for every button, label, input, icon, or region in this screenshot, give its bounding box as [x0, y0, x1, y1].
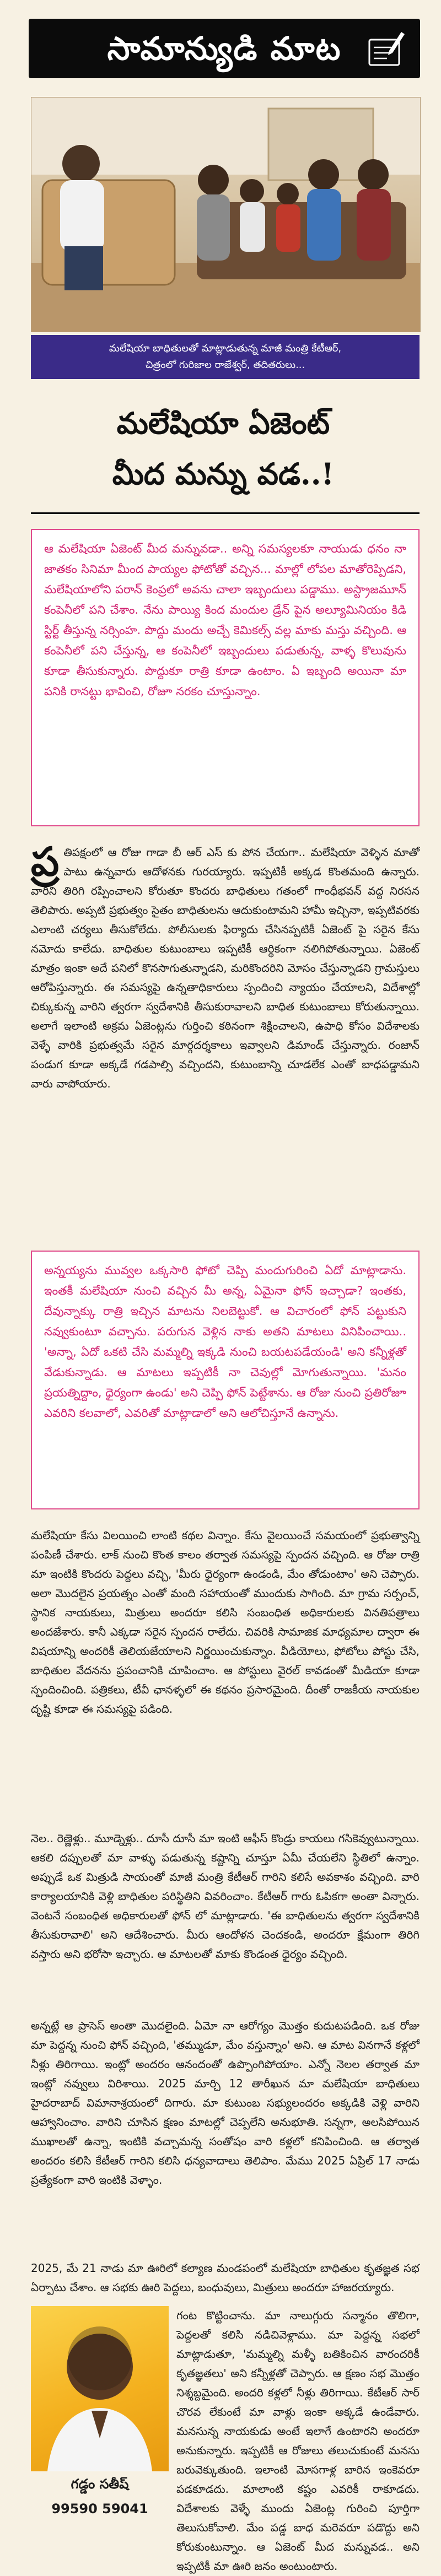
news-photo — [31, 97, 421, 332]
author-portrait-icon — [31, 2306, 169, 2471]
dropcap: ప్ర — [31, 838, 60, 885]
body-section-2 — [31, 1526, 420, 1815]
quote-box — [31, 1251, 420, 1509]
body-section-4 — [31, 2016, 420, 2248]
author-phone: 99590 59041 — [51, 2501, 148, 2517]
column-title: సామాన్యుడి మాట — [107, 30, 342, 67]
closing-paragraph: గంట కొట్టించాను. మా నాలుగ్గురు సన్మానం తొలిగా, పెద్దలతో కలిసి నడిచివెళ్లాము. మా పెద్దన్న సభలో మాట్లాడుతూ, 'మమ్మల్ని మళ్ళీ బతికించిన వారందరికీ కృతజ్ఞతలు' అని కన్నీళ్లతో చెప్పారు. ఆ క్షణం సభ మొత్తం నిశ్శబ్దమైంది. అందరి కళ్లలో నీళ్లు తిరిగాయి. కేటీఆర్ సార్ చొరవ లేకుంటే మా వాళ్లు ఇంకా అక్కడే ఉండేవారు. మనసున్న నాయకుడు అంటే ఇలాగే ఉంటారని అందరూ అనుకున్నారు. ఇప్పటికీ ఆ రోజులు తలుచుకుంటే మనసు బరువెక్కుతుంది. ఇలాంటి మోసగాళ్ల బారిన ఇంకెవరూ పడకూడదు. మాలాంటి కష్టం ఎవరికీ రాకూడదు. విదేశాలకు వెళ్ళే ముందు ఏజెంట్ల గురించి పూర్తిగా తెలుసుకోవాలి. మేం పడ్డ బాధ మరెవరూ పడొద్దు అని కోరుకుంటున్నాం. ఆ ఏజెంట్ మీద మన్నువడ.. అని ఇప్పటికీ మా ఊరి జనం అంటుంటారు. — [176, 2309, 420, 2573]
closing-text — [176, 2306, 420, 2573]
article-headline — [22, 398, 424, 499]
divider — [31, 512, 420, 514]
lead-text: ఆ మలేషియా ఏజెంట్ మీద మన్నువడా.. అన్ని సమస్యలకూ నాయుడు ధనం నా జాతకం సినిమా మీంద పాయ్యల ఫోటోతో వచ్చిన... మాల్లో లోపల మాతోరెప్పిడని, మలేషియాలోని పరాన్ కెంప్రలో అవను చాలా ఇబ్బందులు పడ్డాము. అస్ట్రాజమూన్ కంపెనీలో పని చేశాం. నేను పాయ్యి కింద మందుల డ్రేన్ పైన అల్యూమినియం కిడి స్టిర్ట్ తీస్తున్న నర్సింహ. పొద్దు మందు అచ్చే కెమికల్స్ వల్ల మాకు మస్తు వచ్చింది. ఆ కంపెనీలో పని చేస్తున్న, ఆ కంపెనీలో ఇబ్బందులు పడుతున్న, వాళ్ళ కొలువును కూడా తీసుకున్నారు. పొద్దుకూ రాత్రి కూడా ఉంటాం. ఏ ఇబ్బంది అయినా మా పనికి రానట్టు భావించి, రోజూ నరకం చూస్తున్నాం. — [44, 542, 406, 698]
author-name: గడ్డం సతీష్ — [71, 2476, 129, 2492]
caption-line-2: చిత్రంలో గురిజాల రాజేశ్వర్, తదితరులు... — [145, 359, 305, 371]
pen-writing-icon — [367, 29, 406, 68]
body-section-1 — [31, 838, 420, 1240]
photo-illustration — [31, 98, 420, 332]
body-text-2: మలేషియా కేసు విలయించి లాంటి కథల విన్నాం. కేసు వైలయించే సమయంలో ప్రభుత్వాన్ని పంపిణీ చేశారు. లాక్ నుంచి కొంత కాలం తర్వాత సమస్యపై స్పందన వచ్చింది. ఆ రోజు రాత్రి మా ఇంటికి కొందరు పెద్దలు వచ్చి, 'మీరు ధైర్యంగా ఉండండి, మేం తోడుంటాం' అని చెప్పారు. అలా మొదలైన ప్రయత్నం ఎంతో మంది సహాయంతో ముందుకు సాగింది. మా గ్రామ సర్పంచ్, స్థానిక నాయకులు, మిత్రులు అందరూ కలిసి సంబంధిత అధికారులకు వినతిపత్రాలు అందజేశారు. కానీ ఎక్కడా సరైన స్పందన రాలేదు. చివరికి సామాజిక మాధ్యమాల ద్వారా ఈ విషయాన్ని అందరికీ తెలియజేయాలని నిర్ణయించుకున్నాం. వీడియోలు, ఫోటోలు పోస్టు చేసి, బాధితుల వేదనను ప్రపంచానికి చూపించాం. ఆ పోస్టులు వైరల్ కావడంతో మీడియా కూడా స్పందించింది. పత్రికలు, టీవీ ఛానళ్ళలో ఈ కథనం ప్రసారమైంది. దీంతో రాజకీయ నాయకుల దృష్టి కూడా ఈ సమస్యపై పడింది. — [31, 1529, 420, 1715]
body-text-3: నెల.. రెణ్ణెళ్లు.. మూడ్నెళ్లు.. దూసీ దూసీ మా ఇంటి ఆఫీస్ కొండ్రు కాయలు గసికెవ్వుటున్నాయి. ఆకలి దప్పులతో మా వాళ్ళు పడుతున్న కష్టాన్ని చూస్తూ ఏమీ చేయలేని స్థితిలో ఉన్నాం. అప్పుడే ఒక మిత్రుడి సాయంతో మాజీ మంత్రి కేటీఆర్ గారిని కలిసే అవకాశం వచ్చింది. వారి కార్యాలయానికి వెళ్లి బాధితుల పరిస్థితిని వివరించాం. కేటీఆర్ గారు ఓపికగా అంతా విన్నారు. వెంటనే సంబంధిత అధికారులతో ఫోన్ లో మాట్లాడారు. 'ఈ బాధితులను త్వరగా స్వదేశానికి తీసుకురావాలి' అని ఆదేశించారు. మీరు ఆందోళన చెందకండి, అందరూ క్షేమంగా తిరిగి వస్తారు అని భరోసా ఇచ్చారు. ఆ మాటలతో మాకు కొండంత ధైర్యం వచ్చింది. — [31, 1832, 420, 1961]
author-photo — [31, 2306, 169, 2471]
photo-caption — [31, 335, 420, 379]
body-text-4: అన్నట్లే ఆ ప్రాసెస్ అంతా మొదలైంది. ఏమో నా ఆరోగ్యం మొత్తం కుదుటపడింది. ఒక రోజు మా పెద్దన్న నుంచి ఫోన్ వచ్చింది, 'తమ్ముడూ, మేం వస్తున్నాం' అని. ఆ మాట వినగానే కళ్లలో నీళ్లు తిరిగాయి. ఇంట్లో అందరం ఆనందంతో ఉప్పొంగిపోయాం. ఎన్నో నెలల తర్వాత మా ఇంట్లో నవ్వులు విరిశాయి. 2025 మార్చి 12 తారీఖున మా మలేషియా బాధితులు హైదరాబాద్ విమానాశ్రయంలో దిగారు. మా కుటుంబ సభ్యులందరం అక్కడికి వెళ్లి వారిని ఆహ్వానించాం. వారిని చూసిన క్షణం మాటల్లో చెప్పలేని అనుభూతి. సన్నగా, అలసిపోయిన ముఖాలతో ఉన్నా, ఇంటికి వచ్చామన్న సంతోషం వారి కళ్లలో కనిపించింది. ఆ తర్వాత అందరం కలిసి కేటీఆర్ గారిని కలిసి ధన్యవాదాలు తెలిపాం. మేము 2025 ఏప్రిల్ 17 నాడు ప్రత్యేకంగా వారి ఇంటికి వెళ్ళాం. — [31, 2019, 420, 2187]
column-header-banner — [29, 19, 420, 78]
quote-text: అన్నయ్యను మువ్వల ఒక్కసారి ఫోటో చెప్పి మందుగురించి ఏదో మాట్లాడాను. ఇంతకీ మలేషియా నుంచి వచ్చిన మీ అన్న, ఏమైనా ఫోన్ ఇచ్చాడా? ఇంతకు, దేవున్నాక్కు రాత్రి ఇచ్చిన మాటను నిలబెట్టుకో. ఆ విచారంలో ఫోన్ పట్టుకుని నవ్వుకుంటూ వచ్చాను. పరుగున వెళ్లిన నాకు అతని మాటలు వినిపించాయి.. 'అన్నా, ఏదో ఒకటి చేసి మమ్మల్ని ఇక్కడి నుంచి బయటపడేయండి' అని కన్నీళ్లతో వేడుకున్నాడు. ఆ మాటలు ఇప్పటికీ నా చెవుల్లో మోగుతున్నాయి. 'మనం ప్రయత్నిద్దాం, ధైర్యంగా ఉండు' అని చెప్పి ఫోన్ పెట్టేశాను. ఆ రోజు నుంచి ప్రతిరోజూ ఎవరిని కలవాలో, ఎవరితో మాట్లాడాలో అని ఆలోచిస్తూనే ఉన్నాను. — [44, 1264, 406, 1420]
body-text-1: తిపక్షంలో ఆ రోజు గాడా బీ ఆర్ ఎస్ కు పోన చేయగా.. మలేషియా వెళ్ళిన మాతో పాటు ఉన్నవారు ఆదోళనకు గురయ్యారు. ఇప్పటికీ అక్కడ కొంతమంది ఉన్నారు. వారిని తిరిగి రప్పించాలని కోరుతూ కొందరు బాధితులు గతంలో గాంధీభవన్ వద్ద నిరసన తెలిపారు. అప్పటి ప్రభుత్వం సైతం బాధితులను ఆదుకుంటామని హామీ ఇచ్చినా, ఇప్పటివరకు ఎలాంటి చర్యలు తీసుకోలేదు. పోలీసులకు ఫిర్యాదు చేసినప్పటికీ ఏజెంట్ పై సరైన కేసు నమోదు కాలేదు. బాధితుల కుటుంబాలు ఇప్పటికీ ఆర్థికంగా నలిగిపోతున్నాయి. ఏజెంట్ మాత్రం ఇంకా అదే పనిలో కొనసాగుతున్నాడని, మరికొందరిని మోసం చేస్తున్నాడని గ్రామస్తులు ఆరోపిస్తున్నారు. ఈ సమస్యపై ఉన్నతాధికారులు స్పందించి న్యాయం చేయాలని, విదేశాల్లో చిక్కుకున్న వారిని త్వరగా స్వదేశానికి తీసుకురావాలని బాధిత కుటుంబాలు కోరుతున్నాయి. అలాగే ఇలాంటి అక్రమ ఏజెంట్లను గుర్తించి కఠినంగా శిక్షించాలని, ఉపాధి కోసం విదేశాలకు వెళ్ళే వారికి ప్రభుత్వమే సరైన మార్గదర్శకాలు ఇవ్వాలని డిమాండ్ చేస్తున్నారు. రంజాన్ పండుగ కూడా అక్కడే గడపాల్సి వచ్చిందని, కుటుంబాన్ని చూడలేక ఎంతో బాధపడ్డామని వారు వాపోయారు. — [31, 846, 420, 1090]
lead-paragraph-box — [31, 529, 420, 826]
body-section-5 — [31, 2259, 420, 2297]
caption-line-1: మలేషియా బాధితులతో మాట్లాడుతున్న మాజీ మంత్రి కేటీఆర్, — [109, 343, 342, 354]
body-text-5: 2025, మే 21 నాడు మా ఊరిలో కల్యాణ మండపంలో మలేషియా బాధితుల కృతజ్ఞత సభ ఏర్పాటు చేశాం. ఆ సభకు ఊరి పెద్దలు, బంధువులు, మిత్రులు అందరూ హాజరయ్యారు. — [31, 2261, 420, 2294]
body-section-3 — [31, 1829, 420, 2003]
headline-line-1: మలేషియా ఏజెంట్ — [116, 405, 330, 441]
headline-line-2: మీద మన్ను వడ..! — [112, 456, 335, 491]
